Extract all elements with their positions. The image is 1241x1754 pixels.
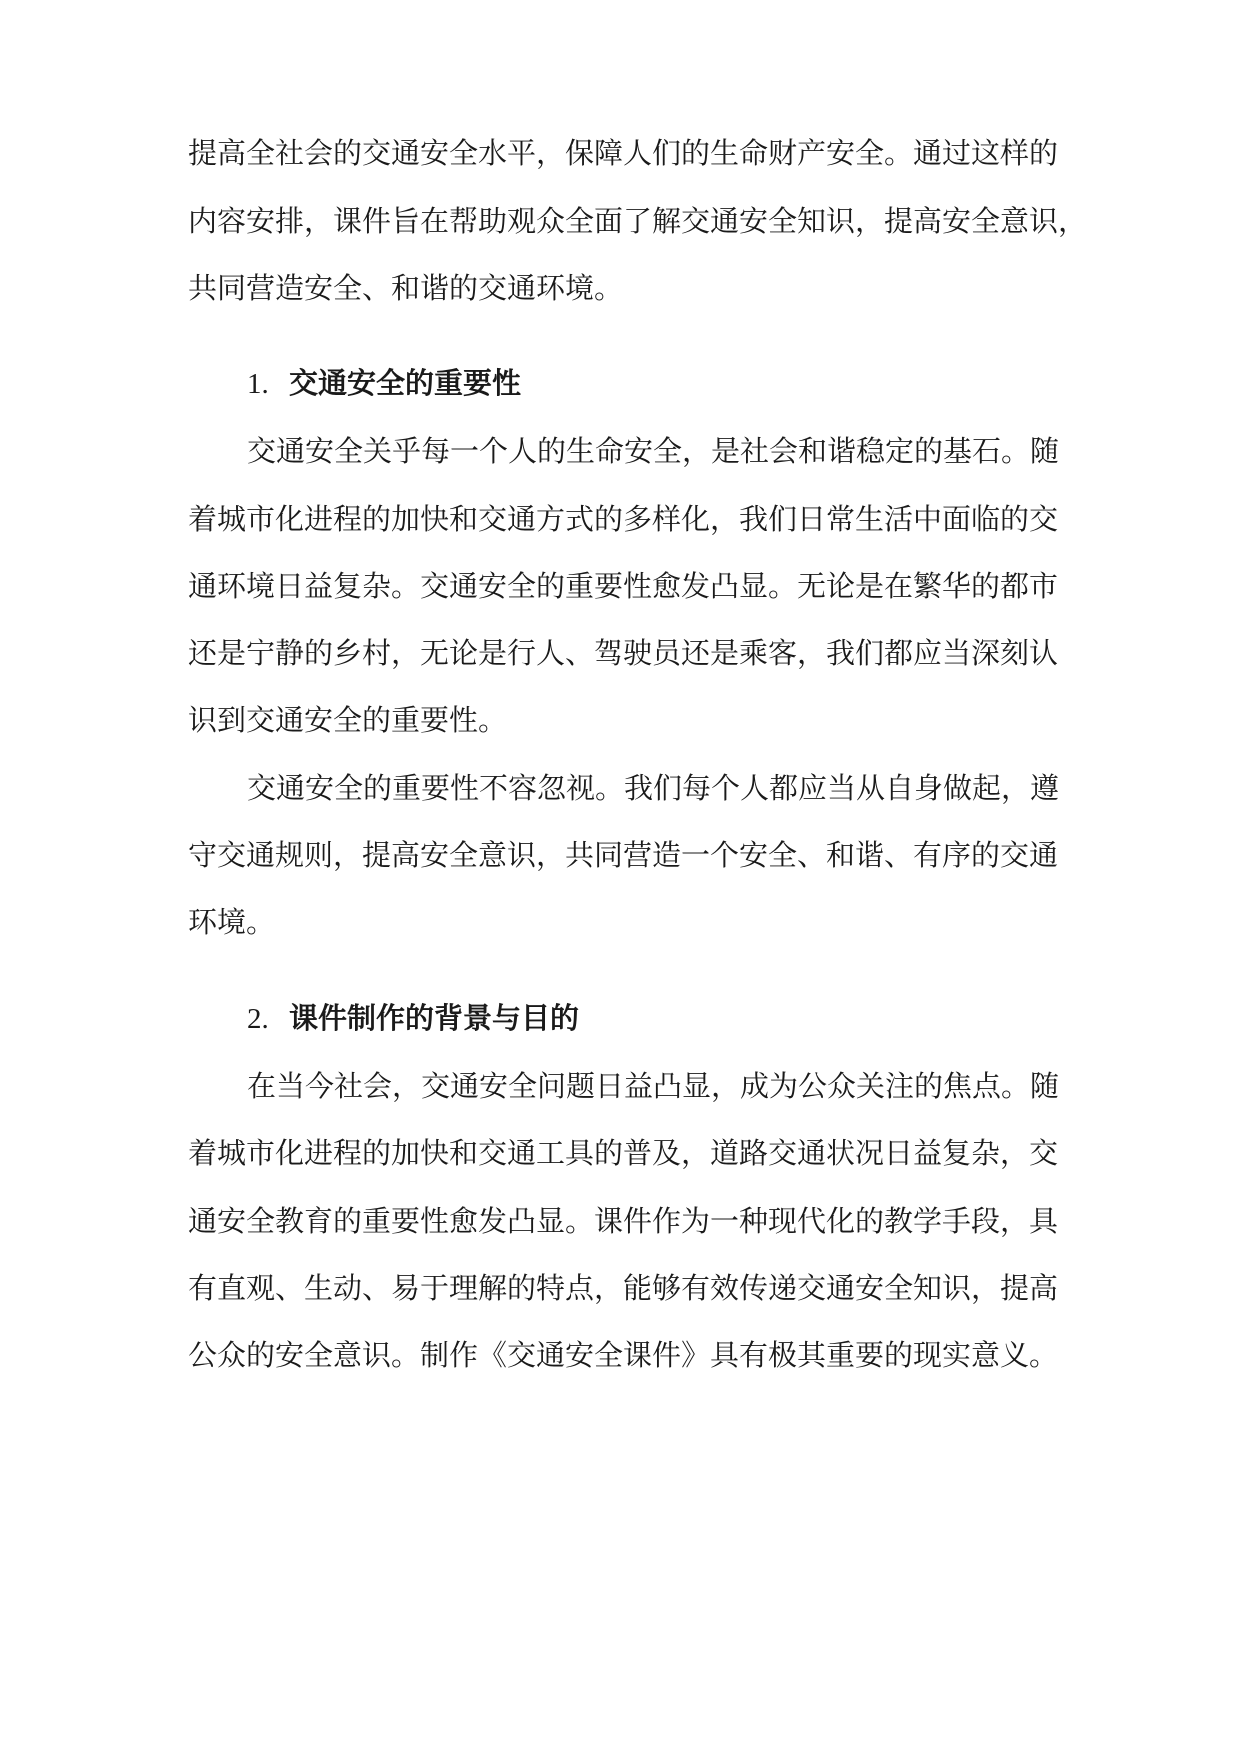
section-1-para-2-line-3: 环境。 (188, 905, 276, 939)
section-1-para-1-line-2: 着城市化进程的加快和交通方式的多样化，我们日常生活中面临的交 (188, 502, 1059, 536)
section-1-para-2-line-1: 交通安全的重要性不容忽视。我们每个人都应当从自身做起，遵 (247, 771, 1060, 805)
section-1-heading (247, 358, 521, 408)
section-1-para-1-line-4: 还是宁静的乡村，无论是行人、驾驶员还是乘客，我们都应当深刻认 (188, 636, 1059, 670)
section-2-para-1-line-4: 有直观、生动、易于理解的特点，能够有效传递交通安全知识，提高 (188, 1271, 1059, 1305)
section-2-title: 课件制作的背景与目的 (289, 1001, 580, 1035)
section-1-para-1-line-1: 交通安全关乎每一个人的生命安全，是社会和谐稳定的基石。随 (247, 434, 1060, 468)
intro-line-1: 提高全社会的交通安全水平，保障人们的生命财产安全。通过这样的 (188, 136, 1059, 170)
section-1-para-1-line-3: 通环境日益复杂。交通安全的重要性愈发凸显。无论是在繁华的都市 (188, 569, 1059, 603)
section-1-para-2-line-2: 守交通规则，提高安全意识，共同营造一个安全、和谐、有序的交通 (188, 838, 1059, 872)
section-2-para-1-line-2: 着城市化进程的加快和交通工具的普及，道路交通状况日益复杂，交 (188, 1136, 1059, 1170)
section-2-para-1-line-3: 通安全教育的重要性愈发凸显。课件作为一种现代化的教学手段，具 (188, 1204, 1059, 1238)
intro-line-2: 内容安排，课件旨在帮助观众全面了解交通安全知识，提高安全意识， (188, 204, 1088, 238)
section-1-number: 1. (247, 368, 269, 400)
section-1-para-1-line-5: 识到交通安全的重要性。 (188, 703, 508, 737)
section-1-title: 交通安全的重要性 (289, 366, 522, 400)
intro-line-3: 共同营造安全、和谐的交通环境。 (188, 271, 624, 305)
section-2-para-1-line-1: 在当今社会，交通安全问题日益凸显，成为公众关注的焦点。随 (247, 1069, 1060, 1103)
section-2-para-1-line-5: 公众的安全意识。制作《交通安全课件》具有极其重要的现实意义。 (188, 1338, 1059, 1372)
section-2-heading (247, 993, 579, 1043)
section-2-number: 2. (247, 1003, 269, 1035)
